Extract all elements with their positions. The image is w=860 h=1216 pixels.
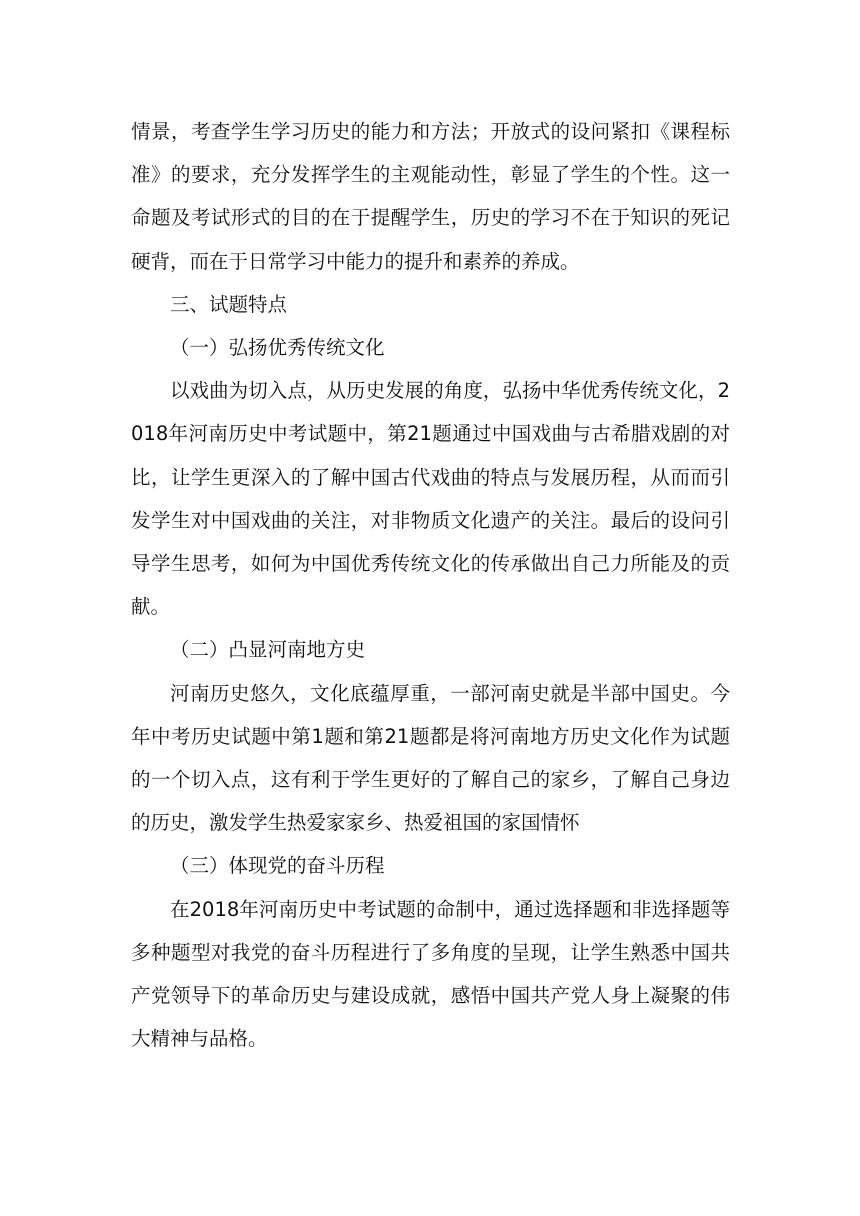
- section-heading-characteristics: 三、试题特点: [170, 292, 288, 316]
- subsection-heading-traditional-culture: （一）弘扬优秀传统文化: [170, 336, 385, 360]
- subsection-heading-henan-history: （二）凸显河南地方史: [170, 638, 366, 662]
- paragraph-party-history: 在2018年河南历史中考试题的命制中，通过选择题和非选择题等多种题型对我党的奋斗历程进行了多角度的呈现，让学生熟悉中国共产党领导下的革命历史与建设成就，感悟中国共产党人身上凝聚的伟大精神与品格。: [131, 897, 730, 1051]
- paragraph-traditional-culture: 以戏曲为切入点，从历史发展的角度，弘扬中华优秀传统文化，2018年河南历史中考试题中，第21题通过中国戏曲与古希腊戏剧的对比，让学生更深入的了解中国古代戏曲的特点与发展历程，从而而引发学生对中国戏曲的关注，对非物质文化遗产的关注。最后的设问引导学生思考，如何为中国优秀传统文化的传承做出自己力所能及的贡献。: [131, 379, 730, 619]
- subsection-heading-party-history: （三）体现党的奋斗历程: [170, 854, 385, 878]
- paragraph-continuation: 情景，考查学生学习历史的能力和方法；开放式的设问紧扣《课程标准》的要求，充分发挥学生的主观能动性，彰显了学生的个性。这一命题及考试形式的目的在于提醒学生，历史的学习不在于知识的死记硬背，而在于日常学习中能力的提升和素养的养成。: [131, 120, 730, 273]
- paragraph-henan-history: 河南历史悠久，文化底蕴厚重，一部河南史就是半部中国史。今年中考历史试题中第1题和第21题都是将河南地方历史文化作为试题的一个切入点，这有利于学生更好的了解自己的家乡，了解自己身边的历史，激发学生热爱家家乡、热爱祖国的家国情怀: [131, 681, 730, 835]
- document-body: [131, 110, 730, 1060]
